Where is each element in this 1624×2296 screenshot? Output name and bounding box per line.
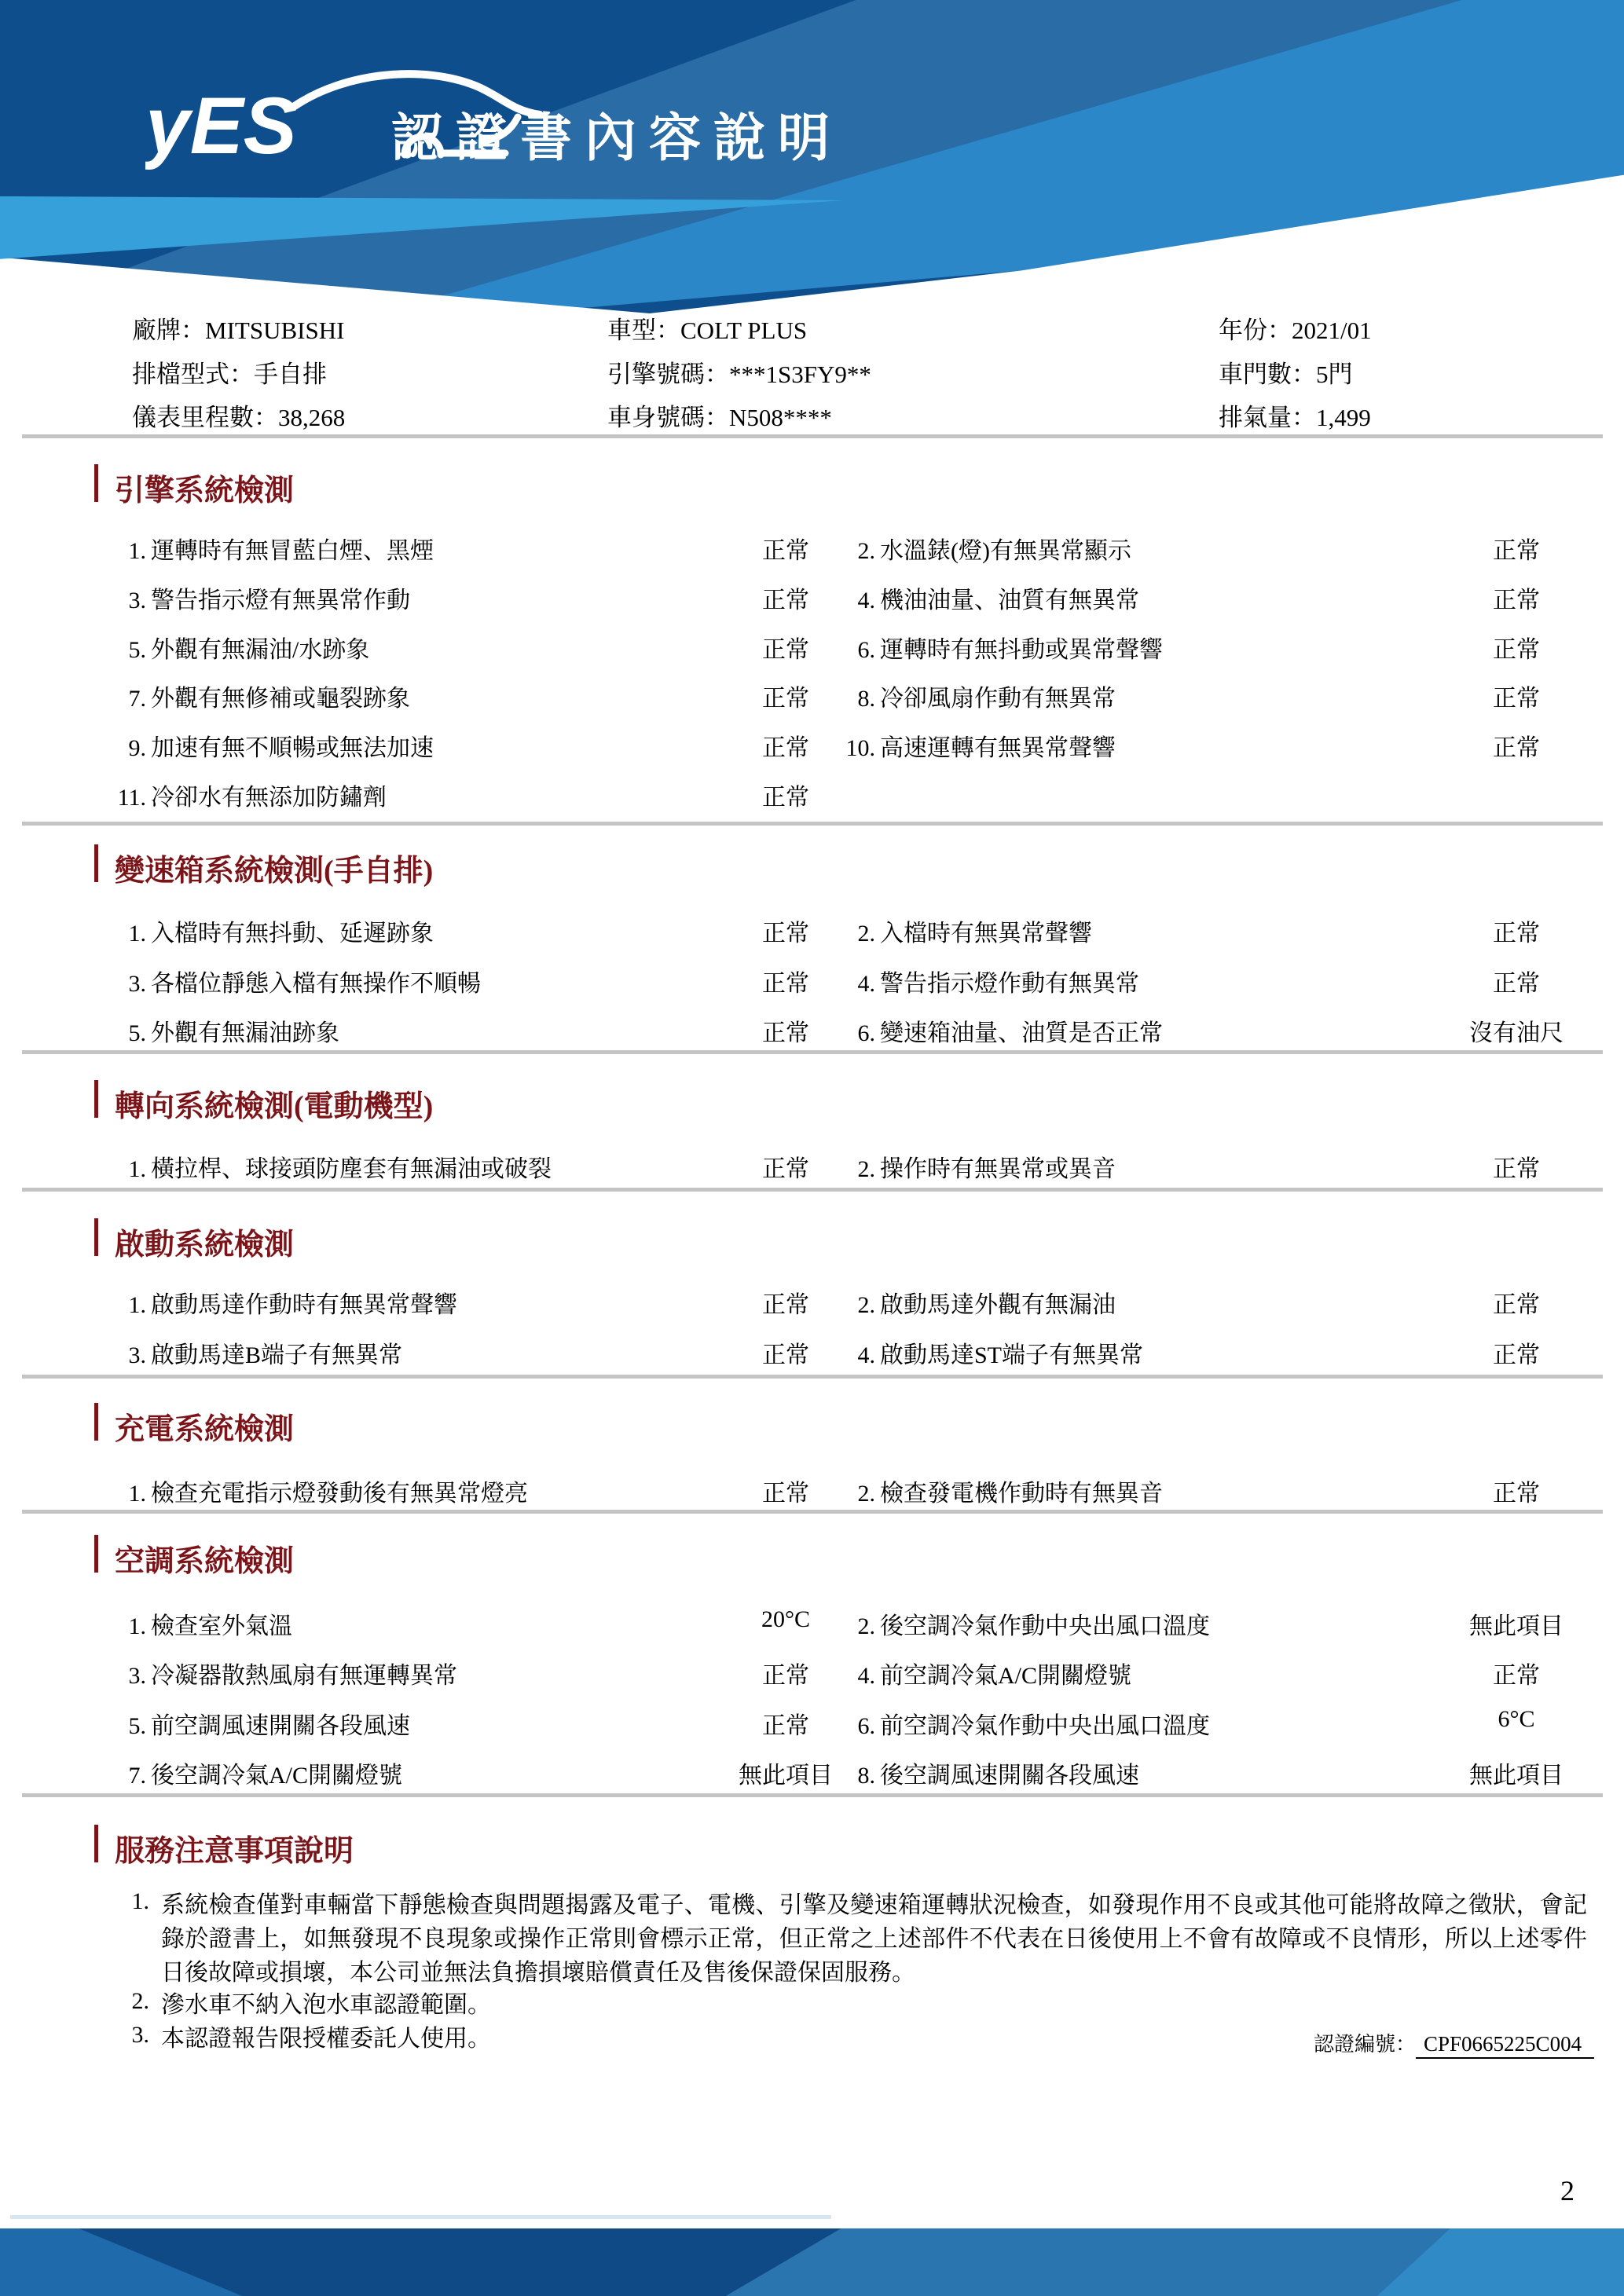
- section-title-text: 變速箱系統檢測(手自排): [115, 855, 434, 888]
- item-label: 冷卻風扇作動有無異常: [880, 686, 1116, 712]
- item-label: 後空調冷氣A/C開關燈號: [151, 1762, 403, 1789]
- note-text: 系統檢查僅對車輛當下靜態檢查與問題揭露及電子、電機、引擎及變速箱運轉狀況檢查，如發現作用不良或其他可能將故障之徵狀，會記錄於證書上，如無發現不良現象或操作正常則會標示正常，但正常之上述部件不代表在日後使用上不會有故障或不良情形，所以上述零件日後故障或損壞，本公司並無法負擔損壞賠償責任及售後保證保固服務。: [161, 1892, 1587, 1986]
- item-result: 正常: [1493, 1342, 1540, 1368]
- item-result: 正常: [762, 1481, 809, 1507]
- note-text: 滲水車不納入泡水車認證範圍。: [161, 1992, 491, 2018]
- item-number: 3.: [128, 1342, 146, 1368]
- item-label: 外觀有無漏油跡象: [151, 1020, 339, 1046]
- inspection-item: [96, 1149, 552, 1184]
- item-result: 正常: [1493, 1481, 1540, 1507]
- inspection-item: [96, 1285, 457, 1320]
- inspection-item: [825, 1756, 1139, 1790]
- divider: [22, 1050, 1603, 1054]
- item-label: 橫拉桿、球接頭防塵套有無漏油或破裂: [151, 1156, 552, 1182]
- section-title-charging: [94, 1404, 295, 1448]
- item-label: 檢查發電機作動時有無異音: [880, 1481, 1163, 1507]
- item-result: 正常: [1493, 921, 1540, 947]
- certificate-number: [1314, 2028, 1594, 2057]
- item-number: 2.: [857, 921, 875, 947]
- inspection-item: [96, 1656, 457, 1690]
- inspection-item: [825, 1474, 1163, 1508]
- item-label: 前空調風速開關各段風速: [151, 1712, 410, 1739]
- item-label: 高速運轉有無異常聲響: [880, 735, 1116, 762]
- inspection-item: [96, 531, 434, 566]
- inspection-item: [96, 778, 387, 812]
- item-label: 冷卻水有無添加防鏽劑: [151, 785, 387, 811]
- inspection-item: [96, 1474, 528, 1508]
- section-title-text: 充電系統檢測: [115, 1413, 295, 1446]
- item-number: 4.: [857, 970, 875, 997]
- item-result: 正常: [762, 735, 809, 762]
- item-label: 加速有無不順暢或無法加速: [151, 735, 434, 762]
- item-number: 9.: [128, 735, 146, 762]
- item-label: 警告指示燈有無異常作動: [151, 587, 410, 613]
- inspection-item: [96, 679, 410, 713]
- item-label: 運轉時有無冒藍白煙、黑煙: [151, 538, 434, 564]
- item-number: 7.: [128, 1762, 146, 1789]
- item-number: 8.: [857, 686, 875, 712]
- item-number: 3.: [128, 1663, 146, 1690]
- item-result: 無此項目: [739, 1762, 833, 1789]
- item-result: 正常: [762, 1156, 809, 1182]
- vehicle-info-field: 車型：COLT PLUS: [607, 317, 808, 344]
- item-result: 正常: [762, 1712, 809, 1739]
- item-number: 2.: [857, 1292, 875, 1318]
- inspection-item: [96, 728, 434, 763]
- item-label: 檢查充電指示燈發動後有無異常燈亮: [151, 1481, 528, 1507]
- section-title-text: 空調系統檢測: [115, 1545, 295, 1578]
- item-number: 2.: [857, 1481, 875, 1507]
- item-label: 啟動馬達B端子有無異常: [151, 1342, 403, 1368]
- item-result: 沒有油尺: [1469, 1020, 1564, 1046]
- note-text: 本認證報告限授權委託人使用。: [161, 2026, 491, 2052]
- inspection-item: [96, 580, 410, 615]
- item-number: 2.: [857, 538, 875, 564]
- section-title-text: 轉向系統檢測(電動機型): [115, 1090, 434, 1123]
- item-number: 6.: [857, 636, 875, 663]
- inspection-item: [825, 630, 1163, 665]
- inspection-item: [96, 914, 434, 948]
- inspection-item: [96, 964, 481, 998]
- item-result: 正常: [1493, 1663, 1540, 1690]
- title-accent-bar: [94, 1535, 98, 1573]
- item-label: 操作時有無異常或異音: [880, 1156, 1116, 1182]
- inspection-item: [825, 1013, 1163, 1048]
- inspection-item: [96, 1606, 292, 1641]
- item-result: 20°C: [761, 1606, 810, 1632]
- note-number: 1.: [131, 1888, 149, 1914]
- section-title-text: 引擎系統檢測: [115, 474, 295, 507]
- inspection-item: [825, 531, 1131, 566]
- vehicle-info-field: 儀表里程數：38,268: [132, 404, 346, 431]
- item-result: 正常: [762, 1342, 809, 1368]
- note-number: 2.: [131, 1988, 149, 2014]
- item-result: 正常: [762, 587, 809, 613]
- item-result: 正常: [1493, 587, 1540, 613]
- item-label: 外觀有無修補或龜裂跡象: [151, 686, 410, 712]
- section-title-ac: [94, 1536, 295, 1580]
- item-number: 5.: [128, 1712, 146, 1739]
- item-number: 7.: [128, 686, 146, 712]
- item-number: 1.: [128, 921, 146, 947]
- inspection-item: [825, 728, 1116, 763]
- item-number: 5.: [128, 636, 146, 663]
- vehicle-info-field: 排檔型式：手自排: [132, 361, 327, 388]
- yes-logo-text: yES: [145, 81, 297, 170]
- item-label: 冷凝器散熱風扇有無運轉異常: [151, 1663, 457, 1690]
- section-title-starting: [94, 1220, 295, 1263]
- item-result: 正常: [1493, 538, 1540, 564]
- note-number: 3.: [131, 2022, 149, 2048]
- inspection-item: [825, 914, 1092, 948]
- item-label: 檢查室外氣溫: [151, 1613, 292, 1639]
- item-label: 外觀有無漏油/水跡象: [151, 636, 370, 663]
- item-result: 正常: [1493, 735, 1540, 762]
- inspection-item: [825, 1656, 1131, 1690]
- item-label: 警告指示燈作動有無異常: [880, 970, 1139, 997]
- item-number: 1.: [128, 1292, 146, 1318]
- inspection-item: [825, 1606, 1210, 1641]
- item-number: 8.: [857, 1762, 875, 1789]
- inspection-item: [96, 1756, 402, 1790]
- item-result: 正常: [762, 785, 809, 811]
- title-accent-bar: [94, 1080, 98, 1118]
- item-number: 1.: [128, 1613, 146, 1639]
- inspection-item: [825, 679, 1116, 713]
- title-accent-bar: [94, 844, 98, 882]
- item-label: 前空調冷氣A/C開關燈號: [880, 1663, 1132, 1690]
- divider: [22, 1188, 1603, 1192]
- inspection-item: [825, 1149, 1116, 1184]
- divider: [22, 1375, 1603, 1379]
- item-number: 1.: [128, 538, 146, 564]
- item-number: 3.: [128, 587, 146, 613]
- item-number: 2.: [857, 1613, 875, 1639]
- item-number: 10.: [845, 735, 875, 762]
- item-result: 無此項目: [1469, 1762, 1564, 1789]
- item-number: 6.: [857, 1712, 875, 1739]
- item-result: 正常: [1493, 1292, 1540, 1318]
- footer-banner: [0, 2228, 1624, 2296]
- certificate-number-value: CPF0665225C004: [1416, 2032, 1594, 2059]
- item-label: 入檔時有無抖動、延遲跡象: [151, 921, 434, 947]
- item-result: 正常: [762, 686, 809, 712]
- divider: [22, 1510, 1603, 1514]
- item-label: 變速箱油量、油質是否正常: [880, 1020, 1163, 1046]
- item-result: 6°C: [1498, 1705, 1535, 1732]
- title-accent-bar: [94, 464, 98, 502]
- vehicle-info-field: 車門數：5門: [1219, 361, 1353, 388]
- divider: [22, 1793, 1603, 1797]
- item-label: 啟動馬達作動時有無異常聲響: [151, 1292, 457, 1318]
- divider: [22, 434, 1603, 438]
- item-number: 4.: [857, 587, 875, 613]
- inspection-item: [96, 1706, 410, 1741]
- header-banner: [0, 0, 1624, 330]
- item-result: 正常: [762, 970, 809, 997]
- inspection-item: [825, 1285, 1116, 1320]
- vehicle-info-field: 車身號碼：N508****: [607, 404, 832, 431]
- section-title-steering: [94, 1082, 434, 1125]
- item-label: 水溫錶(燈)有無異常顯示: [880, 538, 1131, 564]
- item-number: 5.: [128, 1020, 146, 1046]
- item-label: 後空調冷氣作動中央出風口溫度: [880, 1613, 1210, 1639]
- item-label: 啟動馬達外觀有無漏油: [880, 1292, 1116, 1318]
- notes-title-text: 服務注意事項說明: [115, 1835, 354, 1868]
- vehicle-info-field: 排氣量：1,499: [1219, 404, 1371, 431]
- item-number: 1.: [128, 1481, 146, 1507]
- item-result: 正常: [762, 921, 809, 947]
- title-accent-bar: [94, 1403, 98, 1441]
- item-number: 1.: [128, 1156, 146, 1182]
- vehicle-info-field: 廠牌：MITSUBISHI: [132, 317, 345, 344]
- item-label: 啟動馬達ST端子有無異常: [880, 1342, 1144, 1368]
- title-accent-bar: [94, 1218, 98, 1256]
- page-title: 認證書內容說明: [391, 108, 842, 167]
- item-result: 正常: [762, 538, 809, 564]
- item-label: 入檔時有無異常聲響: [880, 921, 1092, 947]
- section-title-engine: [94, 466, 295, 509]
- item-number: 2.: [857, 1156, 875, 1182]
- section-title-text: 啟動系統檢測: [115, 1229, 295, 1262]
- inspection-item: [825, 964, 1139, 998]
- item-result: 正常: [762, 1663, 809, 1690]
- item-number: 3.: [128, 970, 146, 997]
- inspection-item: [825, 1335, 1143, 1370]
- item-number: 11.: [117, 785, 146, 811]
- footer-accent-strip: [10, 2215, 831, 2219]
- item-number: 4.: [857, 1663, 875, 1690]
- inspection-item: [96, 630, 369, 665]
- inspection-item: [825, 580, 1139, 615]
- item-result: 正常: [1493, 970, 1540, 997]
- item-label: 前空調冷氣作動中央出風口溫度: [880, 1712, 1210, 1739]
- divider: [22, 822, 1603, 826]
- section-title-transmission: [94, 846, 434, 889]
- vehicle-info-field: 引擎號碼：***1S3FY9**: [607, 361, 871, 388]
- item-label: 後空調風速開關各段風速: [880, 1762, 1139, 1789]
- item-result: 正常: [1493, 636, 1540, 663]
- item-result: 正常: [762, 1292, 809, 1318]
- inspection-item: [96, 1013, 339, 1048]
- inspection-item: [825, 1706, 1210, 1741]
- item-number: 6.: [857, 1020, 875, 1046]
- item-label: 機油油量、油質有無異常: [880, 587, 1139, 613]
- item-number: 4.: [857, 1342, 875, 1368]
- item-result: 正常: [1493, 686, 1540, 712]
- vehicle-info-field: 年份：2021/01: [1219, 317, 1372, 344]
- item-result: 正常: [1493, 1156, 1540, 1182]
- item-result: 無此項目: [1469, 1613, 1564, 1639]
- page-number: 2: [1560, 2175, 1575, 2206]
- title-accent-bar: [94, 1825, 98, 1862]
- item-result: 正常: [762, 1020, 809, 1046]
- item-result: 正常: [762, 636, 809, 663]
- certificate-number-label: 認證編號：: [1314, 2033, 1417, 2056]
- inspection-item: [96, 1335, 402, 1370]
- item-label: 各檔位靜態入檔有無操作不順暢: [151, 970, 481, 997]
- item-label: 運轉時有無抖動或異常聲響: [880, 636, 1163, 663]
